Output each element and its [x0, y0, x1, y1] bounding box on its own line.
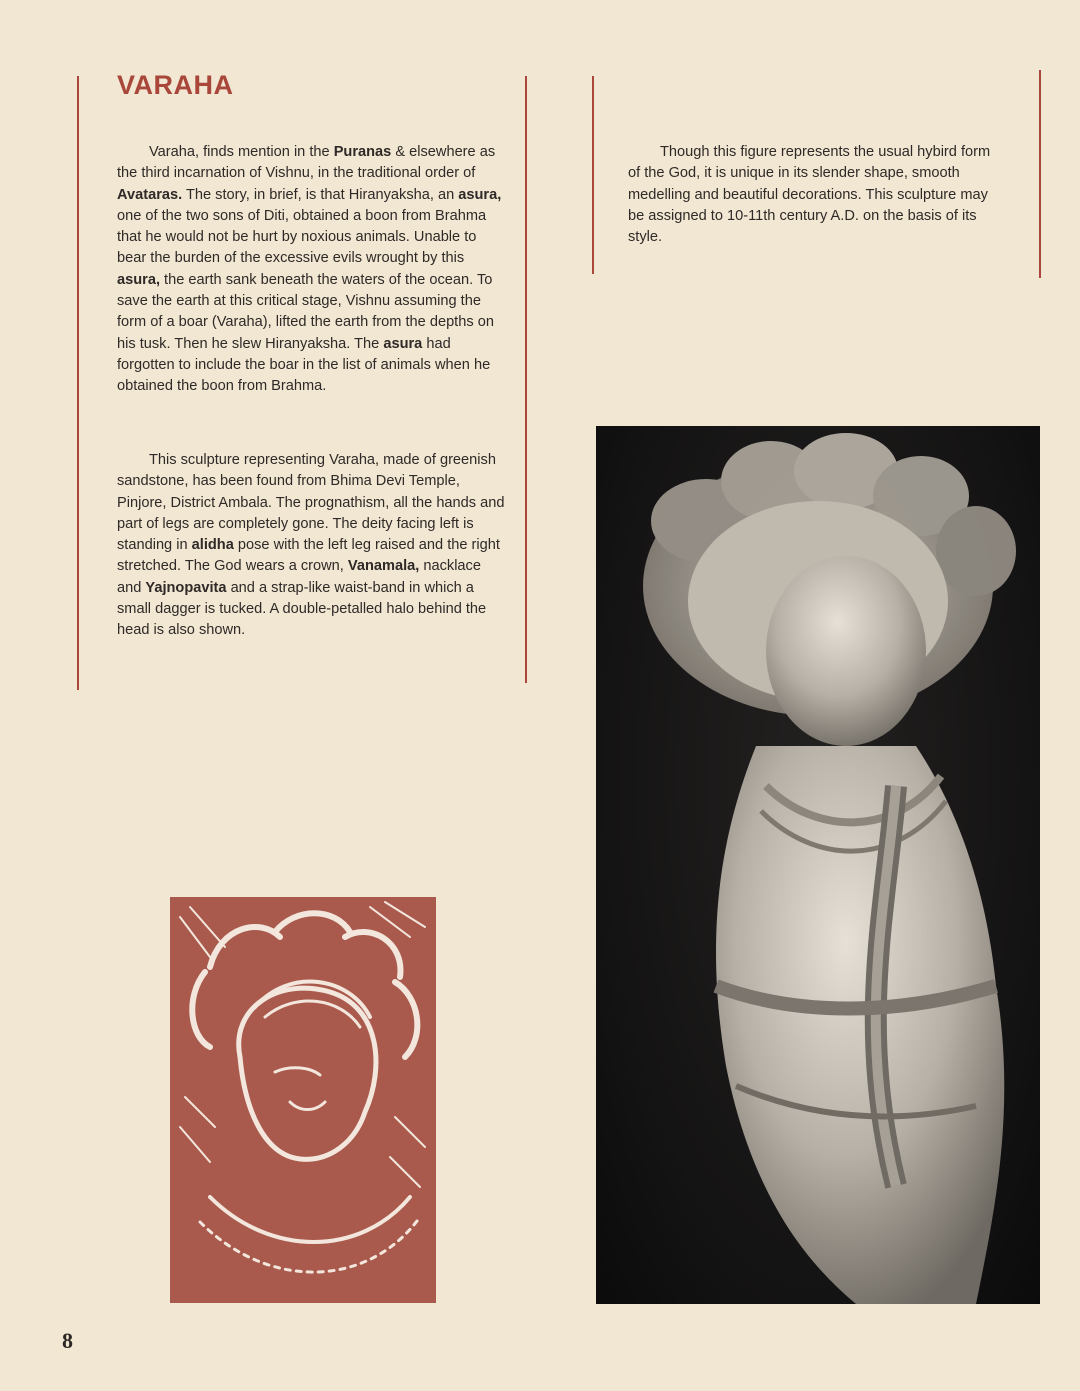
bold-term: Vanamala, — [347, 558, 420, 575]
page-title: VARAHA — [117, 70, 234, 100]
right-column-rule-right — [1039, 70, 1041, 278]
left-column-rule-right — [525, 76, 527, 683]
bold-term: Avataras. — [117, 186, 183, 203]
bold-term: alidha — [191, 537, 234, 554]
left-paragraph-2 — [117, 450, 505, 642]
text-run: & elsewhere as the third incarnation of Vishnu, in the traditional order of — [117, 144, 496, 182]
sculpture-photograph — [596, 426, 1040, 1304]
right-column-rule-left — [592, 76, 594, 274]
left-column-rule-left — [77, 76, 79, 690]
left-paragraph-1 — [117, 142, 505, 398]
text-run: Varaha, finds mention in the — [149, 144, 334, 160]
text-run: pose with the left leg raised and the right stretched. The God wears a crown, — [117, 537, 500, 575]
page-number: 8 — [62, 1328, 73, 1353]
sculpture-sketch-drawing — [170, 897, 436, 1303]
text-run: one of the two sons of Diti, obtained a boon from Brahma that he would not be hurt by noxious animals. Unable to bear the burden of the excessive evils wrought by this — [117, 207, 487, 267]
text-run: This sculpture representing Varaha, made of greenish sandstone, has been found from Bhima Devi Temple, Pinjore, District Ambala. The prognathism, all the hands and part of legs are completely gone. The deity facing left is standing in — [117, 452, 505, 554]
text-run: nacklace and — [117, 558, 481, 596]
bold-term: asura — [383, 335, 423, 352]
bold-term: asura, — [458, 186, 502, 203]
text-run: The story, in brief, is that Hiranyaksha, an — [182, 186, 459, 203]
text-run: the earth sank beneath the waters of the ocean. To save the earth at this critical stage, Vishnu assuming the form of a boar (Varaha), lifted the earth from the depths on his tusk. Then he slew Hiranyaksha. The — [117, 271, 494, 352]
text-run: had forgotten to include the boar in the list of animals when he obtained the boon from Brahma. — [117, 335, 491, 395]
sculpture-photo-illustration — [596, 426, 1040, 1304]
text-run: and a strap-like waist-band in which a small dagger is tucked. A double-petalled halo behind the head is also shown. — [117, 579, 487, 639]
text-run: Though this figure represents the usual hybird form of the God, it is unique in its slender shape, smooth medelling and beautiful decorations. This sculpture may be assigned to 10-11th century A.D. on the basis of its style. — [628, 144, 991, 246]
right-paragraph-1 — [628, 142, 1006, 248]
bold-term: Yajnopavita — [145, 579, 227, 596]
bold-term: Puranas — [333, 144, 392, 160]
sketch-illustration — [170, 897, 436, 1303]
bold-term: asura, — [117, 271, 160, 288]
